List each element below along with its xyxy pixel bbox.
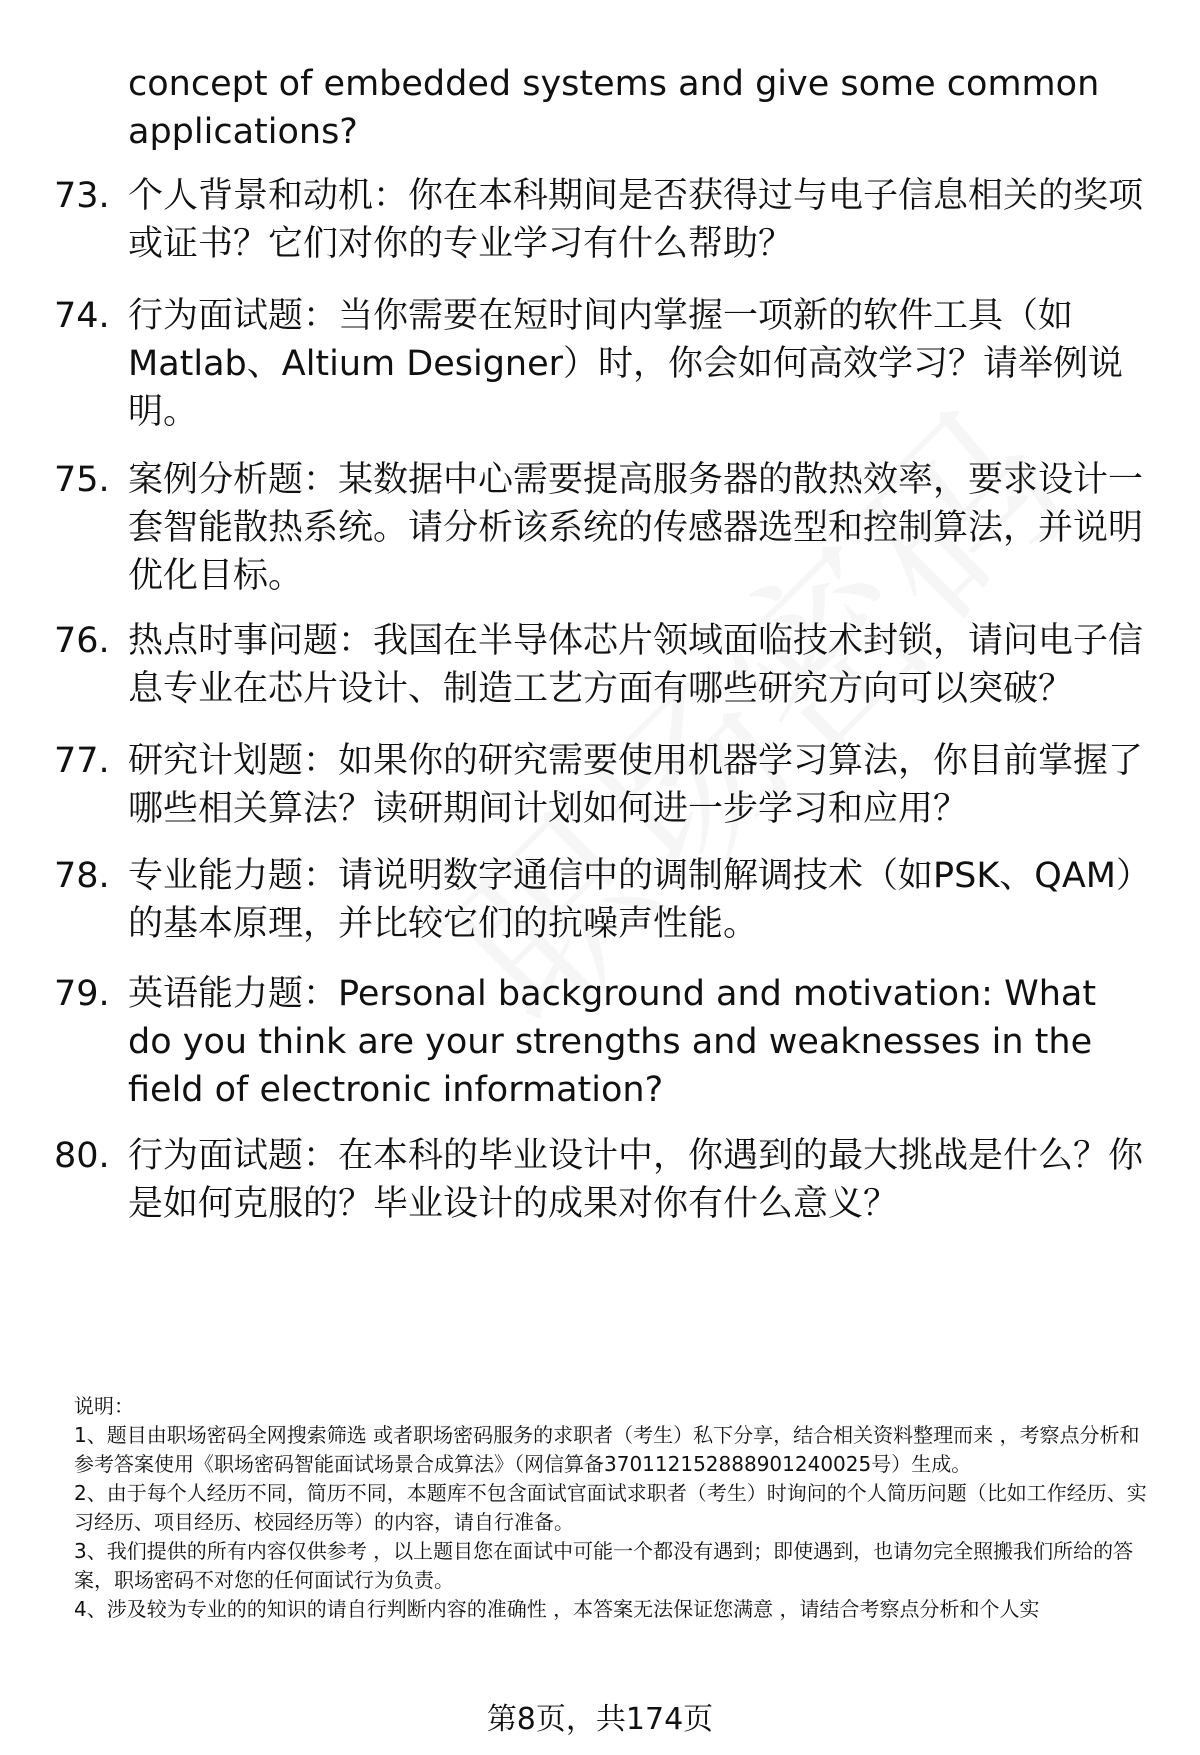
question-text: 个人背景和动机：你在本科期间是否获得过与电子信息相关的奖项或证书？它们对你的专业学习有什么帮助？	[128, 176, 1144, 264]
question-text: 案例分析题：某数据中心需要提高服务器的散热效率，要求设计一套智能散热系统。请分析该系统的传感器选型和控制算法，并说明优化目标。	[128, 460, 1144, 596]
question-text: 行为面试题：当你需要在短时间内掌握一项新的软件工具（如Matlab、Altium Designer）时，你会如何高效学习？请举例说明。	[128, 296, 1124, 432]
question-number: 79.	[54, 974, 110, 1014]
question-item	[54, 1132, 1148, 1228]
note-item: 1、题目由职场密码全网搜索筛选 或者职场密码服务的求职者（考生）私下分享，结合相关资料整理而来 ，考察点分析和参考答案使用《职场密码智能面试场景合成算法》（网信算备370112152888901240025号）生成。	[74, 1423, 1140, 1476]
notes-section	[74, 1392, 1154, 1624]
question-number: 75.	[54, 460, 110, 500]
notes-label: 说明：	[74, 1394, 134, 1418]
question-text: 热点时事问题：我国在半导体芯片领域面临技术封锁，请问电子信息专业在芯片设计、制造工艺方面有哪些研究方向可以突破？	[128, 621, 1144, 709]
note-item: 3、我们提供的所有内容仅供参考 ，以上题目您在面试中可能一个都没有遇到；即使遇到，也请勿完全照搬我们所给的答案，职场密码不对您的任何面试行为负责。	[74, 1539, 1134, 1592]
question-item	[54, 617, 1148, 713]
note-item: 2、由于每个人经历不同，简历不同，本题库不包含面试官面试求职者（考生）时询问的个人简历问题（比如工作经历、实习经历、项目经历、校园经历等）的内容，请自行准备。	[74, 1481, 1147, 1534]
question-item	[54, 292, 1148, 436]
question-item	[54, 172, 1148, 268]
question-number: 77.	[54, 741, 110, 781]
question-number: 80.	[54, 1136, 110, 1176]
question-item	[54, 737, 1148, 833]
question-number: 76.	[54, 621, 110, 661]
question-text: 行为面试题：在本科的毕业设计中，你遇到的最大挑战是什么？你是如何克服的？毕业设计的成果对你有什么意义？	[128, 1136, 1144, 1224]
question-number: 73.	[54, 176, 110, 216]
question-item	[54, 970, 1148, 1114]
question-number: 78.	[54, 856, 110, 896]
question-text: 专业能力题：请说明数字通信中的调制解调技术（如PSK、QAM）的基本原理，并比较它们的抗噪声性能。	[128, 856, 1134, 944]
note-item: 4、涉及较为专业的的知识的请自行判断内容的准确性 ，本答案无法保证您满意 ，请结合考察点分析和个人实	[74, 1597, 1040, 1621]
question-item	[54, 852, 1148, 948]
question-text: 研究计划题：如果你的研究需要使用机器学习算法，你目前掌握了哪些相关算法？读研期间计划如何进一步学习和应用？	[128, 741, 1144, 829]
question-continuation: concept of embedded systems and give some common applications?	[128, 64, 1100, 152]
page-footer: 第8页，共174页	[486, 1702, 714, 1737]
question-number: 74.	[54, 296, 110, 336]
question-item	[54, 456, 1148, 600]
question-text: 英语能力题：Personal background and motivation: What do you think are your strengths and weaknesses in the field of electronic information?	[128, 974, 1097, 1110]
